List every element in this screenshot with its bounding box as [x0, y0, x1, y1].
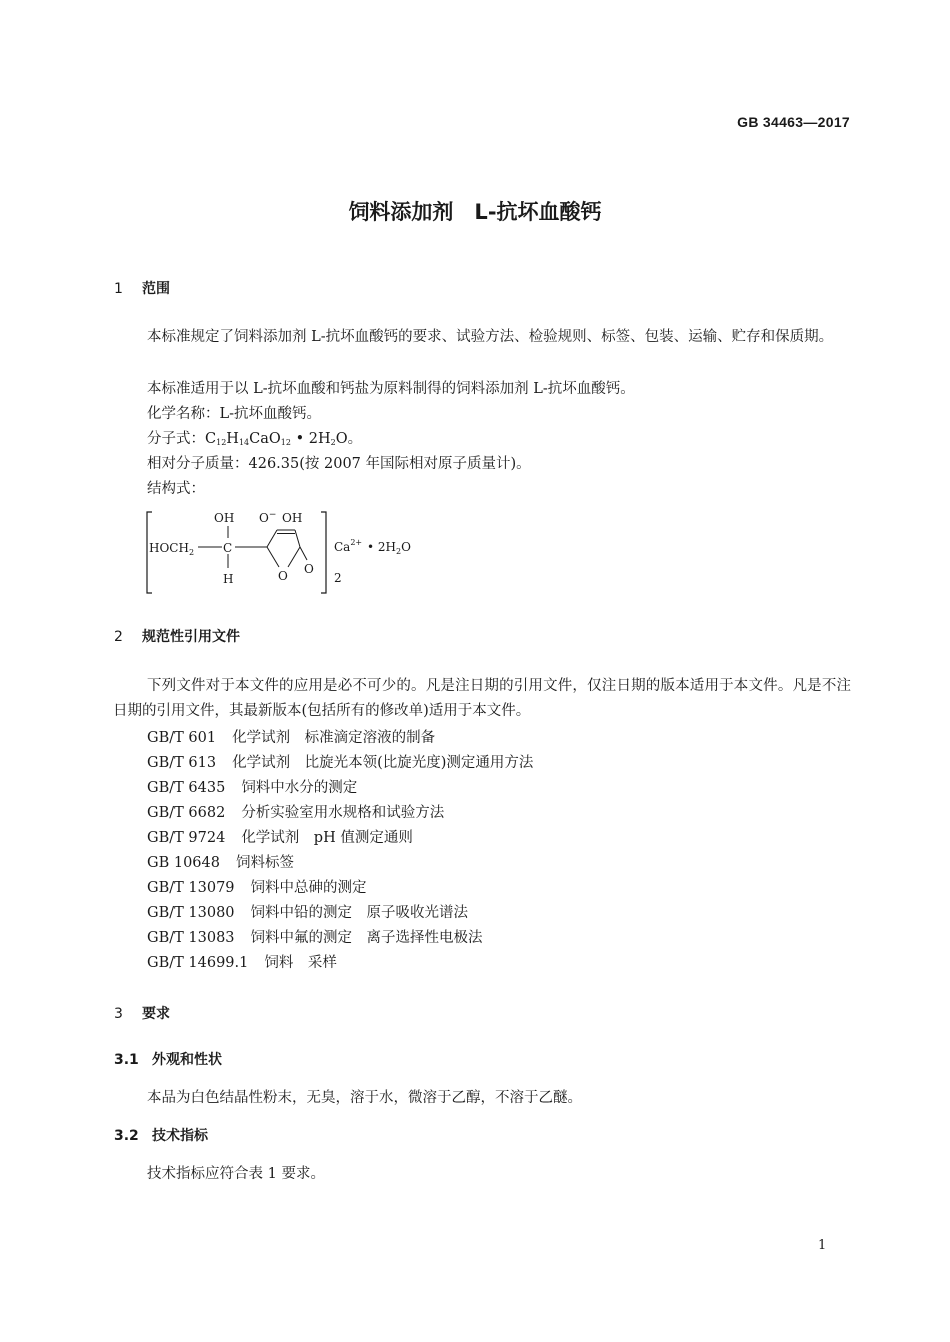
ring-bond [288, 547, 300, 567]
reference-code: GB/T 14699.1 [147, 955, 249, 971]
ring-bond [267, 530, 277, 547]
water-of-hydration: • $2H_2O$ [367, 540, 411, 556]
technical-indicators-paragraph: 技术指标应符合表 1 要求。 [147, 1166, 325, 1182]
hydrogen-bottom: H [223, 572, 234, 586]
section-2-heading [114, 626, 240, 646]
reference-code: GB/T 601 [147, 730, 217, 746]
formula-h-count: 14 [238, 438, 250, 447]
reference-item [147, 826, 413, 847]
reference-code: GB/T 613 [147, 755, 217, 771]
scope-paragraph-1: 本标准规定了饲料添加剂 L-抗坏血酸钙的要求、试验方法、检验规则、标签、包装、运输、贮存和保质期。 [147, 329, 834, 345]
section-title: 要求 [142, 1006, 170, 1022]
ring-oxygen: O [278, 569, 288, 583]
formula-end: O。 [335, 431, 363, 447]
reference-code: GB/T 6682 [147, 805, 226, 821]
subsection-number: 3.1 [114, 1052, 139, 1068]
subsection-3-2-heading [114, 1125, 208, 1145]
reference-title: 饲料中氟的测定 离子选择性电极法 [250, 930, 483, 946]
section-number: 3 [114, 1006, 123, 1022]
reference-item [147, 776, 357, 797]
scope-paragraph-2: 本标准适用于以 L-抗坏血酸和钙盐为原料制得的饲料添加剂 L-抗坏血酸钙。 [147, 381, 635, 397]
reference-item [147, 901, 468, 922]
reference-item [147, 751, 533, 772]
central-carbon: C [223, 541, 233, 555]
subsection-number: 3.2 [114, 1128, 139, 1144]
carbonyl-oxygen: O [304, 562, 314, 576]
molecular-formula [147, 427, 362, 448]
section-title: 规范性引用文件 [142, 629, 240, 645]
reference-item [147, 801, 444, 822]
reference-title: 分析实验室用水规格和试验方法 [241, 805, 445, 821]
page-number: 1 [818, 1238, 827, 1253]
reference-item [147, 926, 483, 947]
section-number: 1 [114, 281, 123, 297]
formula-label: 分子式： [147, 431, 205, 447]
hydroxyl-top: OH [214, 511, 235, 525]
subsection-3-1-heading [114, 1049, 222, 1069]
reference-title: 化学试剂 比旋光本领(比旋光度)测定通用方法 [232, 755, 534, 771]
reference-title: 饲料中总砷的测定 [250, 880, 367, 896]
bracket-count: 2 [334, 571, 342, 585]
chemical-name: 化学名称：L-抗坏血酸钙。 [147, 406, 322, 422]
reference-code: GB/T 13083 [147, 930, 235, 946]
section-number: 2 [114, 629, 123, 645]
ring-hydroxyl: OH [282, 511, 303, 525]
formula-cao: CaO [249, 431, 281, 447]
molecular-mass: 相对分子质量：426.35(按 2007 年国际相对原子质量计)。 [147, 456, 531, 472]
reference-item [147, 951, 337, 972]
reference-title: 饲料中水分的测定 [241, 780, 358, 796]
reference-code: GB/T 13080 [147, 905, 235, 921]
ring-bond [295, 530, 300, 547]
formula-h: H [226, 431, 239, 447]
oxide-oxygen: O− [259, 510, 277, 525]
structural-formula [140, 505, 430, 600]
right-bracket [321, 512, 326, 593]
ring-bond [267, 547, 279, 567]
references-intro: 下列文件对于本文件的应用是必不可少的。凡是注日期的引用文件，仅注日期的版本适用于本文件。凡是不注日期的引用文件，其最新版本(包括所有的修改单)适用于本文件。 [113, 678, 851, 719]
subsection-title: 外观和性状 [152, 1052, 222, 1068]
hoch2-group: $HOCH_2$ [149, 541, 195, 557]
reference-title: 饲料 采样 [264, 955, 337, 971]
reference-item [147, 876, 367, 897]
reference-title: 饲料中铅的测定 原子吸收光谱法 [250, 905, 469, 921]
structure-label: 结构式： [147, 481, 205, 497]
reference-title: 化学试剂 pH 值测定通则 [241, 830, 413, 846]
reference-title: 化学试剂 标准滴定溶液的制备 [232, 730, 436, 746]
appearance-paragraph: 本品为白色结晶性粉末，无臭，溶于水，微溶于乙醇，不溶于乙醚。 [147, 1090, 582, 1106]
reference-item [147, 851, 294, 872]
reference-code: GB/T 13079 [147, 880, 235, 896]
standard-number: GB 34463—2017 [737, 114, 850, 130]
formula-hydrate: • 2H [290, 431, 331, 447]
reference-code: GB/T 6435 [147, 780, 226, 796]
formula-c: C [205, 431, 217, 447]
reference-code: GB/T 9724 [147, 830, 226, 846]
section-1-heading [114, 278, 170, 298]
section-title: 范围 [142, 281, 170, 297]
subsection-title: 技术指标 [152, 1128, 208, 1144]
formula-h2-count: 2 [330, 438, 336, 447]
carbonyl-bond [300, 547, 307, 560]
formula-o-count: 12 [280, 438, 291, 447]
calcium-ion: $Ca^{2+}$ [334, 538, 363, 554]
reference-code: GB 10648 [147, 855, 220, 871]
section-3-heading [114, 1003, 170, 1023]
document-title: 饲料添加剂 L-抗坏血酸钙 [348, 200, 602, 224]
formula-c-count: 12 [216, 438, 227, 447]
reference-title: 饲料标签 [235, 855, 294, 871]
reference-item [147, 726, 435, 747]
